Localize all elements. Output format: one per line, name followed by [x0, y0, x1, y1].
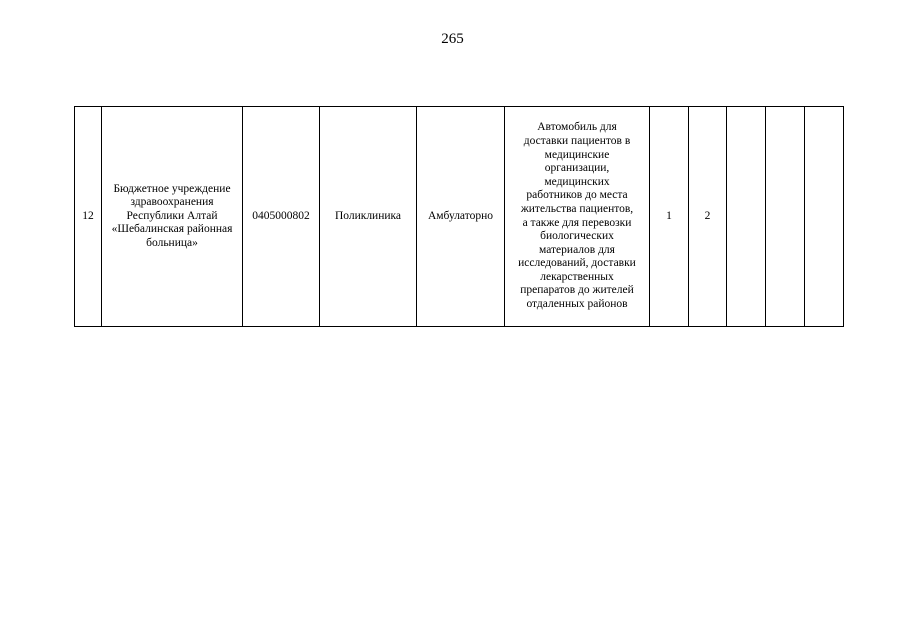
purpose-line: доставки пациентов в [523, 134, 631, 147]
purpose-line: жительства пациентов, [520, 202, 634, 215]
purpose-line: материалов для [539, 243, 615, 256]
cell-col-10 [766, 107, 805, 327]
cell-col-11 [805, 107, 844, 327]
organization-line: здравоохранения [130, 196, 214, 209]
organization-line: Бюджетное учреждение [113, 182, 231, 195]
purpose-line: биологических [540, 230, 614, 243]
cell-col-7: 1 [650, 107, 689, 327]
organization-line: Республики Алтай [126, 209, 218, 222]
data-table [74, 106, 844, 327]
purpose-line: отдаленных районов [526, 298, 628, 311]
cell-row-number: 12 [75, 107, 102, 327]
purpose-line: медицинских [544, 175, 610, 188]
purpose-line: Автомобиль для [537, 121, 617, 134]
purpose-line: препаратов до жителей [520, 284, 634, 297]
cell-col-9 [727, 107, 766, 327]
purpose-line: а также для перевозки [522, 216, 632, 229]
cell-col-8: 2 [689, 107, 727, 327]
purpose-line: медицинские [544, 148, 610, 161]
page-number: 265 [441, 31, 464, 47]
organization-line: «Шебалинская районная [111, 223, 233, 236]
purpose-line: исследований, доставки [518, 257, 636, 270]
cell-code: 0405000802 [243, 107, 320, 327]
purpose-line: лекарственных [540, 270, 614, 283]
table-row [75, 107, 844, 327]
organization-line: больница» [146, 236, 198, 249]
cell-purpose [505, 107, 650, 327]
purpose-line: организации, [544, 162, 610, 175]
purpose-line: работников до места [526, 189, 628, 202]
cell-care-type: Амбулаторно [417, 107, 505, 327]
cell-organization [102, 107, 243, 327]
cell-unit-type: Поликлиника [320, 107, 417, 327]
